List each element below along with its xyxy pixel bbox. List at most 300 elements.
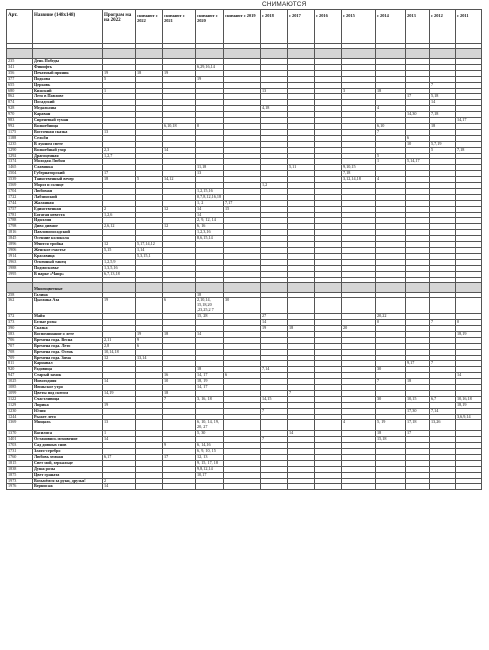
name-cell: Цвет граната [33, 472, 103, 478]
value-cell: 2 [103, 478, 136, 484]
column-header: Програм ма на 2022 [103, 10, 136, 44]
value-cell: 7,14 [430, 408, 456, 414]
value-cell: 18 [136, 70, 163, 76]
value-cell: 19 [103, 298, 136, 314]
value-cell: 7 [261, 437, 288, 443]
value-cell: 7,18 [456, 147, 482, 153]
name-cell: Василиса [33, 431, 103, 437]
value-cell: 10,14,18 [103, 349, 136, 355]
value-cell: 0,7,8,12,16,18 [196, 194, 224, 200]
name-cell: Печатный пряник [33, 70, 103, 76]
article-cell: 920 [7, 367, 33, 373]
value-cell: 17 [406, 431, 430, 437]
name-cell: Лабзинский [33, 194, 103, 200]
value-cell [288, 484, 315, 490]
column-header: снимают с 2022 [136, 10, 163, 44]
name-cell: Новогодняя [33, 379, 103, 385]
value-cell: 13 [103, 420, 136, 431]
value-cell: 6 [224, 373, 261, 379]
value-cell: 5 [136, 177, 163, 183]
name-cell: Молодая Любня [33, 159, 103, 165]
value-cell: 3, 16, 18 [196, 396, 224, 402]
value-cell: 5,11 [288, 165, 315, 171]
value-cell: 19 [103, 402, 136, 408]
article-cell: 1230 [7, 408, 33, 414]
article-cell: 1896 [7, 242, 33, 248]
name-cell: Карнавал [33, 361, 103, 367]
name-cell: Подмосковье [33, 265, 103, 271]
value-cell: 30 [224, 298, 261, 314]
article-cell: 947 [7, 373, 33, 379]
column-header: с 2018 [261, 10, 288, 44]
value-cell [136, 484, 163, 490]
value-cell: 18 [103, 177, 136, 183]
value-cell [456, 298, 482, 314]
value-cell: 5,3,15,1 [136, 253, 163, 259]
name-cell: Мнщаль [33, 420, 103, 431]
value-cell: 18 [163, 331, 196, 337]
value-cell: 17,30 [406, 408, 430, 414]
article-cell: 373 [7, 320, 33, 326]
article-cell: 928 [7, 106, 33, 112]
value-cell [288, 298, 315, 314]
name-cell: Мчится тройка [33, 242, 103, 248]
name-cell: Лето в Павлове [33, 94, 103, 100]
value-cell: 17 [163, 454, 196, 460]
name-cell: Губернаторский [33, 171, 103, 177]
value-cell: 11,18 [196, 165, 224, 171]
value-cell: 18 [196, 367, 224, 373]
column-header: с 2016 [315, 10, 342, 44]
value-cell: 14,30 [406, 112, 430, 118]
value-cell: 7 [376, 129, 406, 135]
article-cell: 1788 [7, 218, 33, 224]
article-cell: 1465 [7, 165, 33, 171]
value-cell [224, 484, 261, 490]
value-cell: 17,18 [406, 420, 430, 431]
value-cell: 2,11 [103, 337, 136, 343]
value-cell: 20 [342, 325, 376, 331]
value-cell [342, 484, 376, 490]
value-cell [406, 298, 430, 314]
name-cell: Любовь земная [33, 454, 103, 460]
value-cell: 2,3 [103, 147, 136, 153]
value-cell: 0 [456, 320, 482, 326]
section-label [33, 49, 103, 59]
name-cell: Медальоны [33, 106, 103, 112]
value-cell: 14 [288, 431, 315, 437]
name-cell: Юлия [33, 408, 103, 414]
value-cell: 6, 16 [196, 224, 224, 230]
value-cell: 5,17,14,12 [136, 242, 163, 248]
value-cell: 1,2,7 [103, 153, 136, 159]
value-cell: 14,17 [456, 118, 482, 124]
value-cell [261, 298, 288, 314]
value-cell: 6 [136, 343, 163, 349]
article-cell: 1025 [7, 379, 33, 385]
name-cell: Радовица [33, 367, 103, 373]
value-cell: 2,6,12 [103, 224, 136, 230]
name-cell: Старый замок [33, 373, 103, 379]
value-cell: 5 [376, 153, 406, 159]
name-cell: Галина [33, 292, 103, 298]
table-row [7, 484, 482, 490]
article-cell: 1369 [7, 420, 33, 431]
value-cell: 12 [103, 355, 136, 361]
value-cell: 14 [196, 331, 224, 337]
name-cell: Возьмёмся за руки, друзья! [33, 478, 103, 484]
name-cell: Сиреневый туман [33, 118, 103, 124]
name-cell: Славянка [33, 165, 103, 171]
article-cell: 1798 [7, 224, 33, 230]
article-cell: 1374 [7, 159, 33, 165]
name-cell: Волшебный узор [33, 147, 103, 153]
value-cell: 7,18 [342, 171, 376, 177]
article-cell: 1781 [7, 212, 33, 218]
value-cell: 0 [196, 123, 224, 129]
name-cell: Драгоценная [33, 153, 103, 159]
name-cell: Восточная сказка [33, 129, 103, 135]
article-cell: 1838 [7, 466, 33, 472]
value-cell [261, 484, 288, 490]
name-cell: Мороз и солнце [33, 183, 103, 189]
article-cell: 970 [7, 112, 33, 118]
article-cell: 983 [7, 118, 33, 124]
value-cell: 7 [261, 408, 288, 414]
article-cell: 1370 [7, 431, 33, 437]
name-cell: Богатая невеста [33, 212, 103, 218]
section-header-row [7, 49, 482, 59]
value-cell: 14 [430, 100, 456, 106]
article-cell: 377 [7, 76, 33, 82]
article-cell: 1815 [7, 460, 33, 466]
value-cell: 20,22 [376, 314, 406, 320]
value-cell: 3 [342, 88, 376, 94]
value-cell: 4 [342, 420, 376, 431]
article-cell: 1504 [7, 171, 33, 177]
article-cell: 1703 [7, 443, 33, 449]
value-cell: 6,17 [103, 454, 136, 460]
value-cell: 6,29,16,14 [196, 64, 224, 70]
value-cell: 14, 17 [196, 373, 224, 379]
column-header: с 2014 [376, 10, 406, 44]
value-cell: 14 [456, 373, 482, 379]
article-cell: 1085 [7, 385, 33, 391]
article-cell: 1875 [7, 472, 33, 478]
value-cell: 2 [103, 206, 136, 212]
article-cell: 1290 [7, 147, 33, 153]
value-cell: 18 [430, 123, 456, 129]
value-cell: 9,8,12,14 [196, 466, 224, 472]
value-cell: 9,17 [406, 361, 430, 367]
value-cell: 5 [430, 147, 456, 153]
article-cell: 709 [7, 355, 33, 361]
article-cell: 258 [7, 292, 33, 298]
name-cell: Душа розы [33, 466, 103, 472]
value-cell: 4,18 [261, 106, 288, 112]
value-cell: 19 [163, 70, 196, 76]
value-cell: 12 [163, 224, 196, 230]
value-cell: 2,10,14, 15,18,20 ,23,25,2 7 [196, 298, 224, 314]
value-cell [376, 298, 406, 314]
name-cell: Злато-серебро [33, 449, 103, 455]
value-cell: 1,2 [261, 183, 288, 189]
article-cell: 235 [7, 59, 33, 65]
column-header: с 2012 [430, 10, 456, 44]
value-cell [376, 484, 406, 490]
value-cell: 10 [163, 379, 196, 385]
value-cell: 17 [103, 171, 136, 177]
value-cell [430, 298, 456, 314]
name-cell: Посадский [33, 100, 103, 106]
column-header: снимают с 2019 [224, 10, 261, 44]
article-cell: 1539 [7, 177, 33, 183]
article-cell: 862 [7, 94, 33, 100]
name-cell: Рыжее лето [33, 414, 103, 420]
value-cell: 10,17 [196, 472, 224, 478]
value-cell: 5, 30 [196, 431, 224, 437]
article-cell: 1816 [7, 230, 33, 236]
article-cell: 1731 [7, 449, 33, 455]
article-cell: 1976 [7, 484, 33, 490]
value-cell [456, 420, 482, 431]
value-cell: 9 [163, 443, 196, 449]
article-cell: 1244 [7, 414, 33, 420]
name-cell: Волшебница [33, 123, 103, 129]
value-cell: 4 [376, 106, 406, 112]
value-cell: 7,14 [261, 367, 288, 373]
name-cell: Времена года. Весна [33, 337, 103, 343]
value-cell: 14,19 [103, 390, 136, 396]
article-cell: 680 [7, 88, 33, 94]
article-cell: 583 [7, 331, 33, 337]
value-cell [136, 298, 163, 314]
value-cell: 1 [103, 88, 136, 94]
value-cell: 4 [376, 177, 406, 183]
article-cell: 1569 [7, 183, 33, 189]
name-cell: Жаланная [33, 200, 103, 206]
value-cell: 1,2,5,9 [103, 259, 136, 265]
name-cell: Осенние колокола [33, 236, 103, 242]
name-cell: Красавица [33, 253, 103, 259]
article-cell: 1973 [7, 478, 33, 484]
value-cell [315, 420, 342, 431]
table-row [7, 298, 482, 314]
name-cell: Времена года. Зима [33, 355, 103, 361]
name-cell: Идиллия [33, 218, 103, 224]
value-cell: 8,6,15,14 [196, 236, 224, 242]
value-cell: 14 [103, 379, 136, 385]
value-cell: 12 [103, 242, 136, 248]
value-cell: 7 [376, 379, 406, 385]
value-cell: 1,2,6 [103, 212, 136, 218]
value-cell: 7 [288, 390, 315, 396]
column-header: с 2011 [456, 10, 482, 44]
value-cell [261, 420, 288, 431]
article-cell: 1906 [7, 248, 33, 254]
value-cell: 1, 2 [196, 200, 224, 206]
value-cell: 7,18 [430, 112, 456, 118]
article-cell: 362 [7, 298, 33, 314]
value-cell: 15,18 [376, 437, 406, 443]
name-cell: Караван [33, 112, 103, 118]
value-cell: 1,3,5,16 [103, 265, 136, 271]
value-cell: 13,26 [430, 420, 456, 431]
value-cell: 10,15 [406, 396, 430, 402]
article-cell: 811 [7, 361, 33, 367]
article-cell: 1188 [7, 135, 33, 141]
value-cell [163, 484, 196, 490]
article-cell: 1292 [7, 153, 33, 159]
name-cell: Павловопосадский [33, 230, 103, 236]
name-cell: В лунном свете [33, 141, 103, 147]
value-cell [196, 484, 224, 490]
value-cell: 5,18 [430, 94, 456, 100]
name-cell: Остановись мгновение [33, 437, 103, 443]
value-cell: 2, 9, 12, 14 [196, 218, 224, 224]
article-cell: 1760 [7, 454, 33, 460]
name-cell: Женское счастье [33, 248, 103, 254]
value-cell: 5 [103, 76, 136, 82]
value-cell: 14 [103, 484, 136, 490]
article-cell: 372 [7, 314, 33, 320]
name-cell: Лирика [33, 402, 103, 408]
article-cell: 1129 [7, 402, 33, 408]
value-cell: 18,19 [456, 402, 482, 408]
value-cell: 18 [288, 325, 315, 331]
value-cell: 5,14,17 [406, 159, 430, 165]
value-cell [342, 298, 376, 314]
article-cell: 708 [7, 349, 33, 355]
value-cell [430, 484, 456, 490]
value-cell: 13,14 [136, 355, 163, 361]
value-cell: 9,10,15 [342, 165, 376, 171]
section-label: Многоцветные [33, 282, 103, 292]
value-cell: 19 [196, 76, 224, 82]
value-cell: 18,19 [456, 331, 482, 337]
name-cell: Единственная [33, 206, 103, 212]
value-cell: 14 [196, 206, 224, 212]
value-cell: 18 [196, 292, 224, 298]
article-cell: 1122 [7, 396, 33, 402]
name-cell: Времена года. Лето [33, 343, 103, 349]
column-header: Арт. [7, 10, 33, 44]
value-cell: 7 [430, 82, 456, 88]
value-cell: 1,2,15,16 [196, 188, 224, 194]
value-cell [288, 420, 315, 431]
name-cell: Майя [33, 314, 103, 320]
article-cell: 655 [7, 82, 33, 88]
column-header: с 2017 [288, 10, 315, 44]
value-cell: 14 [196, 212, 224, 218]
article-cell: 707 [7, 343, 33, 349]
name-cell: Июньское утро [33, 385, 103, 391]
value-cell: 6, 9, 10, 15 [196, 449, 224, 455]
value-cell: 1 [103, 431, 136, 437]
value-cell: 15, 28 [196, 314, 224, 320]
article-cell: 1757 [7, 206, 33, 212]
value-cell: 15 [224, 206, 261, 212]
value-cell: 18 [406, 379, 430, 385]
table-row [7, 420, 482, 431]
value-cell: 6,7,13,18 [103, 271, 136, 277]
value-cell: 7 [430, 320, 456, 326]
name-cell: В парке «Чаир» [33, 271, 103, 277]
value-cell: 27 [261, 314, 288, 320]
article-cell: 1988 [7, 265, 33, 271]
value-cell: 7 [430, 361, 456, 367]
value-cell [315, 298, 342, 314]
article-cell: 356 [7, 70, 33, 76]
name-cell: Сказка [33, 325, 103, 331]
name-cell: Финифть [33, 64, 103, 70]
value-cell: 7,17 [224, 200, 261, 206]
value-cell: 6,10,18 [163, 123, 196, 129]
name-cell: Огненный танец [33, 259, 103, 265]
value-cell: 14 [103, 437, 136, 443]
article-cell: 1401 [7, 437, 33, 443]
value-cell: 10,16,18 [456, 396, 482, 402]
article-cell: 1963 [7, 259, 33, 265]
value-cell: 5, 19 [376, 420, 406, 431]
value-cell: 12 [163, 206, 196, 212]
name-cell: День Победы [33, 59, 103, 65]
column-header: с 2015 [342, 10, 376, 44]
name-cell: Свет мой, зеркальце [33, 460, 103, 466]
value-cell: 13 [103, 129, 136, 135]
value-cell: 9 [136, 337, 163, 343]
article-cell: 1744 [7, 200, 33, 206]
article-cell: 1235 [7, 141, 33, 147]
value-cell [224, 420, 261, 431]
value-cell: 16 [163, 373, 196, 379]
article-cell: 341 [7, 64, 33, 70]
value-cell: 3,6,9,14 [456, 414, 482, 420]
value-cell: 18 [376, 431, 406, 437]
value-cell: 0 [376, 320, 406, 326]
article-cell: 1914 [7, 253, 33, 259]
name-cell: Таинственный вечер [33, 177, 103, 183]
value-cell: 6,7 [430, 396, 456, 402]
value-cell [406, 484, 430, 490]
name-cell: Кижский [33, 88, 103, 94]
name-cell: Цветы под снегом [33, 390, 103, 396]
value-cell: 30 [376, 396, 406, 402]
value-cell: 19 [103, 70, 136, 76]
value-cell [136, 420, 163, 431]
value-cell: 6 [406, 135, 430, 141]
value-cell [456, 484, 482, 490]
article-cell: 1995 [7, 271, 33, 277]
value-cell: 30 [376, 367, 406, 373]
discontinued-table [6, 9, 482, 490]
value-cell: 6, 14,16 [196, 443, 224, 449]
page-title: СНИМАЮТСЯ [262, 1, 307, 8]
value-cell: 1 [376, 159, 406, 165]
name-cell: Вернисаж [33, 484, 103, 490]
value-cell: 6 [163, 298, 196, 314]
value-cell: 9, 15, 17, 18 [196, 460, 224, 466]
table-body [7, 44, 482, 490]
value-cell: 14,15 [261, 396, 288, 402]
name-cell: Счастливица [33, 396, 103, 402]
article-cell: 706 [7, 337, 33, 343]
name-cell: Диво дивное [33, 224, 103, 230]
name-cell: Воспоминание о лете [33, 331, 103, 337]
value-cell: 18 [376, 88, 406, 94]
column-header: 2013 [406, 10, 430, 44]
name-cell: Церковь [33, 82, 103, 88]
